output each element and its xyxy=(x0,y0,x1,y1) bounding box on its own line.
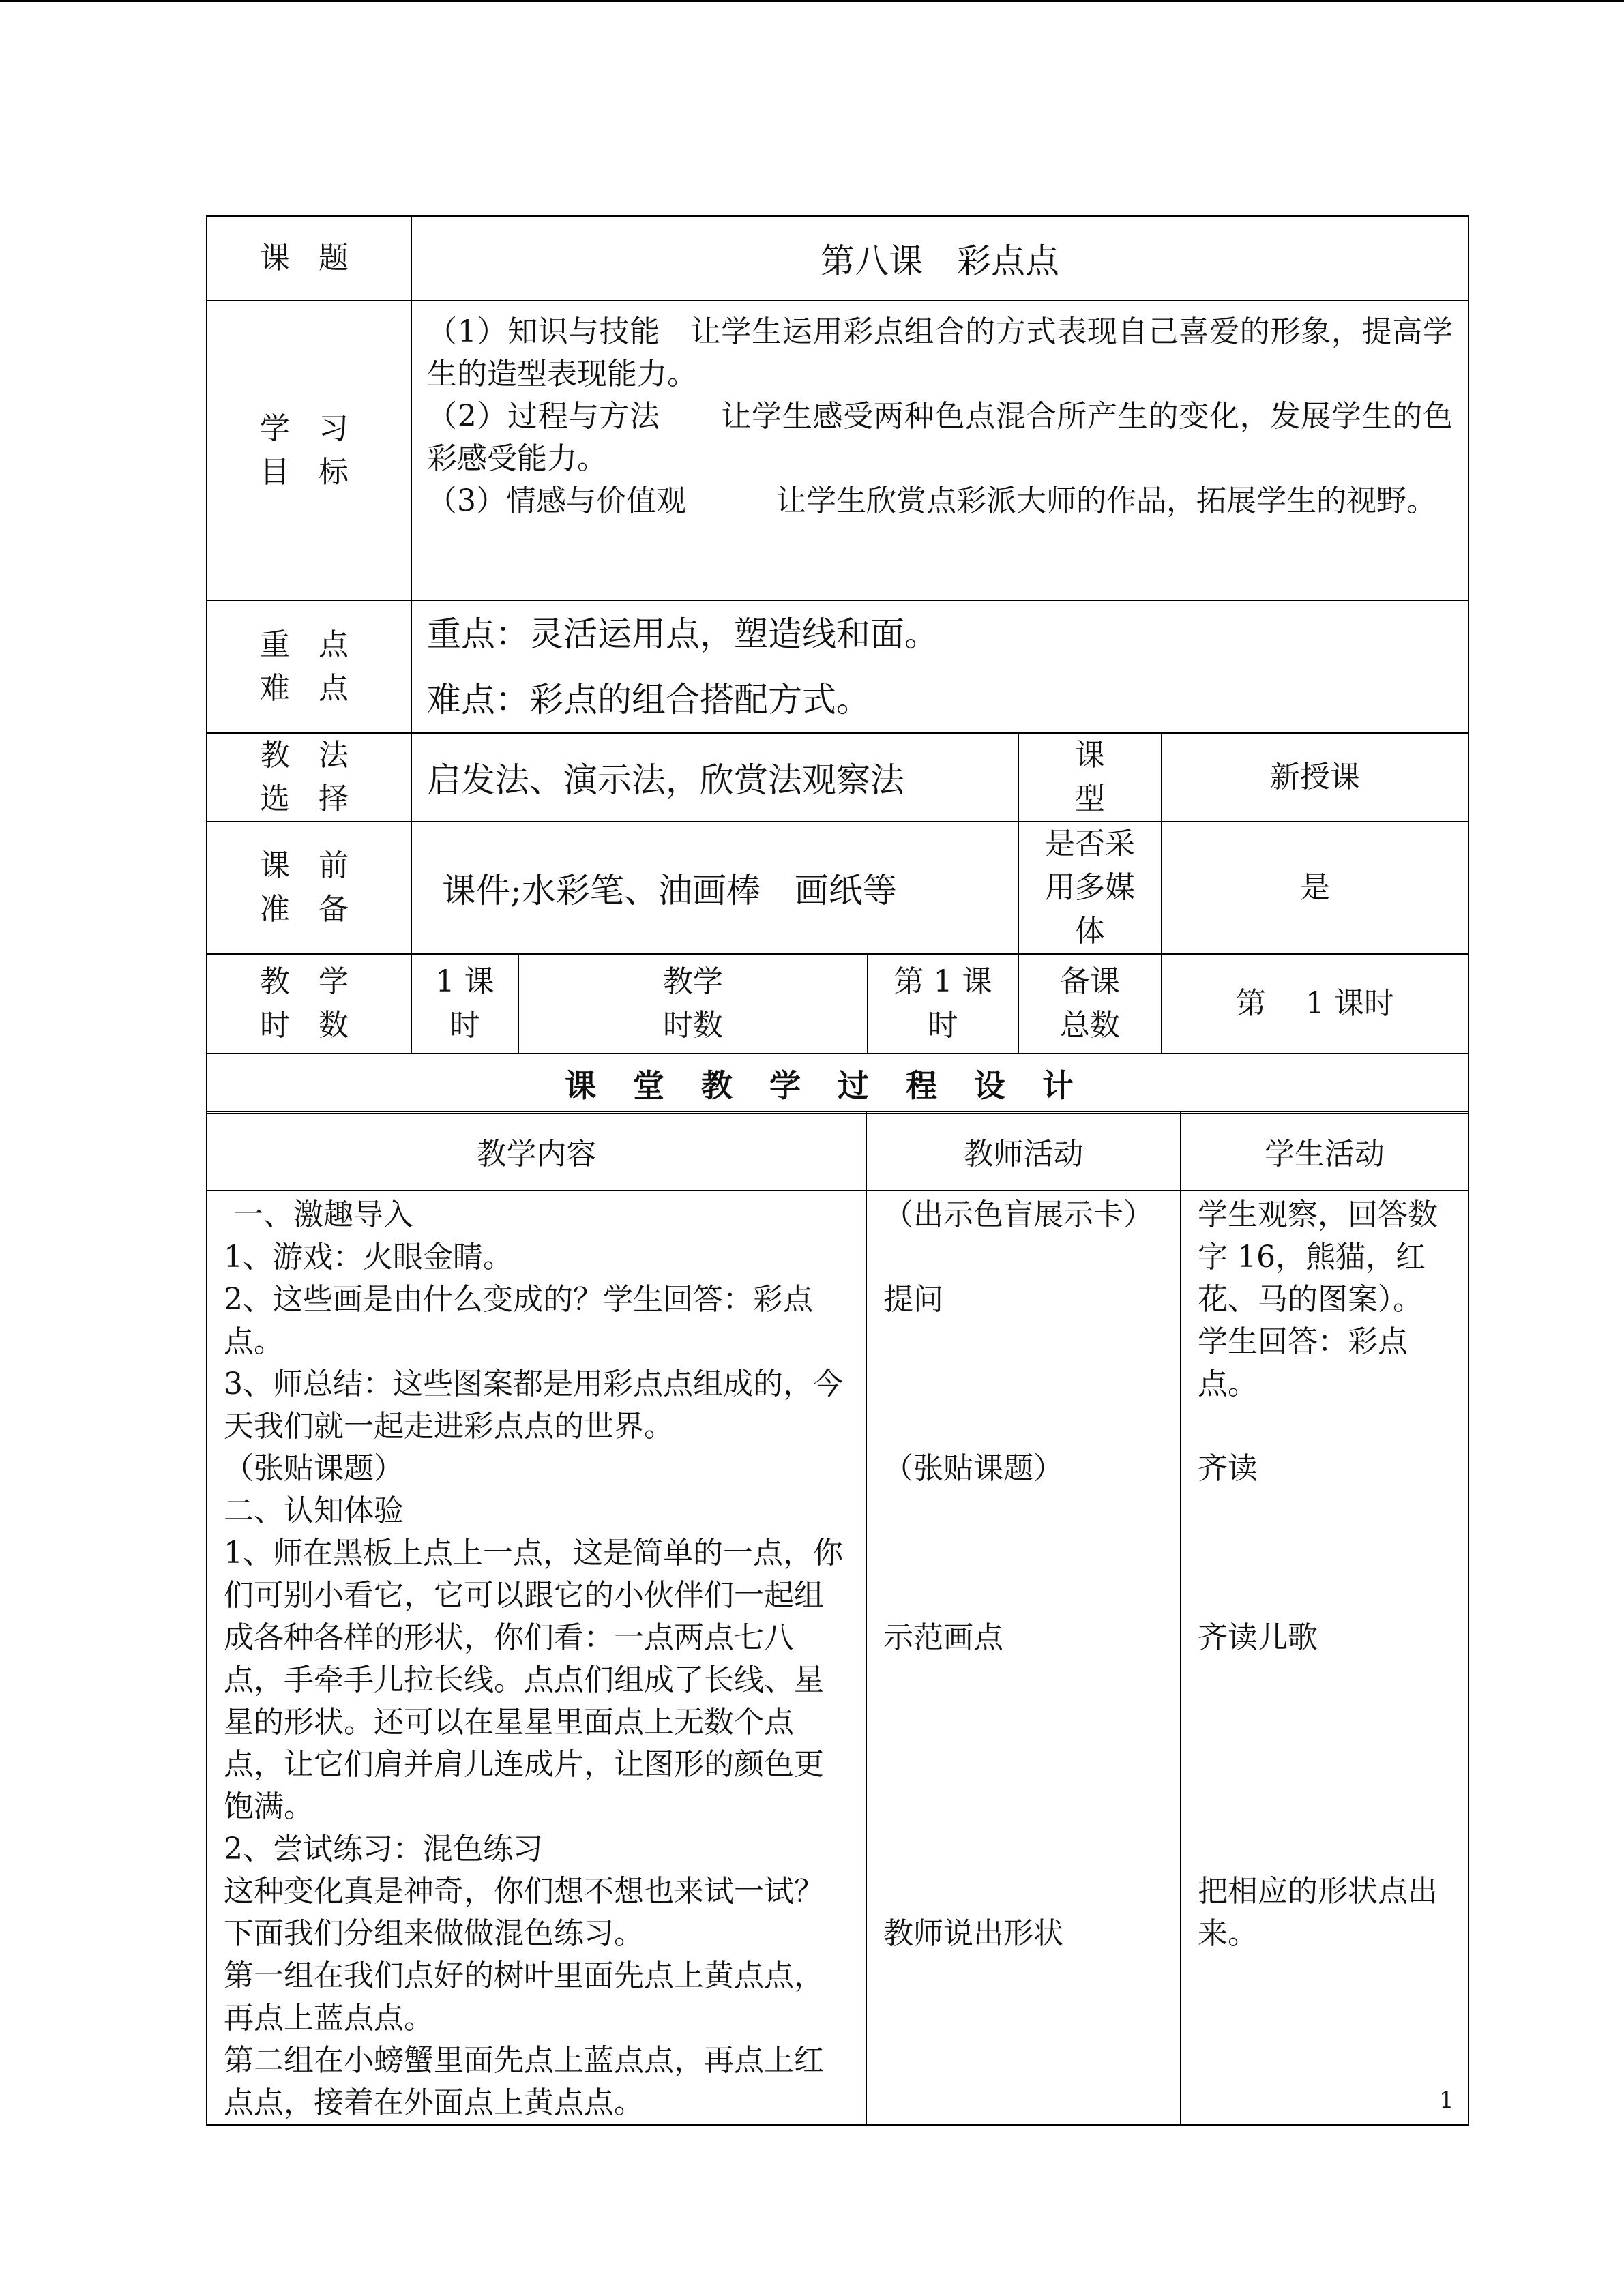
student-activity: 学生观察，回答数字 16，熊猫，红花、马的图案）。 xyxy=(1198,1197,1438,1317)
goal-item: （3）情感与价值观 让学生欣赏点彩派大师的作品，拓展学生的视野。 xyxy=(427,483,1436,518)
process-table xyxy=(206,1111,1469,2126)
method-row xyxy=(207,733,1468,822)
method-label-line1: 教 法 xyxy=(260,738,358,773)
hours-label xyxy=(207,954,411,1054)
hours-label-line1: 教 学 xyxy=(260,964,358,999)
goals-label xyxy=(207,301,411,601)
content-line: 第一组在我们点好的树叶里面先点上黄点点，再点上蓝点点。 xyxy=(224,1958,824,2036)
hours-value-line1: 1 课 xyxy=(435,964,494,999)
content-line: 1、游戏：火眼金睛。 xyxy=(224,1240,513,1274)
key-points-label xyxy=(207,601,411,733)
teach-value-line2: 时 xyxy=(928,1008,958,1043)
key-points-content xyxy=(411,601,1468,733)
content-line: 二、认知体验 xyxy=(224,1493,404,1528)
key-label-line2: 难 点 xyxy=(260,671,358,706)
student-header: 学生活动 xyxy=(1181,1112,1468,1191)
design-title: 课堂教学过程设计 xyxy=(207,1054,1468,1114)
total-label-line1: 备课 xyxy=(1060,964,1120,999)
teacher-activity: 提问 xyxy=(883,1282,943,1317)
lesson-type-label xyxy=(1018,733,1162,822)
teacher-header: 教师活动 xyxy=(866,1112,1181,1191)
teach-value-line1: 第 1 课 xyxy=(894,964,992,999)
media-label-line2: 用多媒 xyxy=(1045,870,1135,905)
type-label-line1: 课 xyxy=(1075,738,1105,773)
media-label xyxy=(1018,822,1162,954)
teach-label-line1: 教学 xyxy=(663,964,723,999)
goal-item: （2）过程与方法 让学生感受两种色点混合所产生的变化，发展学生的色彩感受能力。 xyxy=(427,399,1453,476)
content-line: 第二组在小螃蟹里面先点上蓝点点，再点上红点点，接着在外面点上黄点点。 xyxy=(224,2043,824,2120)
teach-label-line2: 时数 xyxy=(663,1008,723,1043)
teach-hours-label xyxy=(518,954,868,1054)
hours-value-line2: 时 xyxy=(449,1008,480,1043)
goals-content xyxy=(411,301,1468,601)
student-activity: 齐读儿歌 xyxy=(1198,1620,1318,1655)
teacher-activity: （张贴课题） xyxy=(883,1451,1063,1486)
content-header: 教学内容 xyxy=(207,1112,866,1191)
method-label xyxy=(207,733,411,822)
hours-label-line2: 时 数 xyxy=(260,1008,358,1043)
media-label-line1: 是否采 xyxy=(1045,826,1135,861)
process-body-row xyxy=(207,1191,1468,2125)
total-label xyxy=(1018,954,1162,1054)
media-value: 是 xyxy=(1162,822,1468,954)
teacher-activity: 教师说出形状 xyxy=(883,1916,1063,1951)
teacher-cell xyxy=(866,1191,1181,2125)
teacher-activity: （出示色盲展示卡） xyxy=(883,1197,1153,1232)
key-points-row xyxy=(207,601,1468,733)
content-line: 3、师总结：这些图案都是用彩点点组成的，今天我们就一起走进彩点点的世界。 xyxy=(224,1367,843,1444)
lesson-title: 第八课 彩点点 xyxy=(411,216,1468,301)
total-value: 第 1 课时 xyxy=(1162,954,1468,1054)
hours-row xyxy=(207,954,1468,1054)
content-line: 这种变化真是神奇，你们想不想也来试一试？下面我们分组来做做混色练习。 xyxy=(224,1874,824,1951)
prep-label-line1: 课 前 xyxy=(260,848,358,883)
page-number: 1 xyxy=(1439,2087,1454,2114)
topic-row xyxy=(207,216,1468,301)
method-label-line2: 选 择 xyxy=(260,781,358,816)
prep-label xyxy=(207,822,411,954)
page-top-border xyxy=(0,0,1624,2)
content-line: 2、尝试练习：混色练习 xyxy=(224,1832,543,1866)
goal-item: （1）知识与技能 让学生运用彩点组合的方式表现自己喜爱的形象，提高学生的造型表现能力。 xyxy=(427,314,1453,391)
method-value: 启发法、演示法，欣赏法观察法 xyxy=(411,733,1018,822)
goals-row xyxy=(207,301,1468,601)
student-activity: 齐读 xyxy=(1198,1451,1258,1486)
goals-label-line2: 目 标 xyxy=(260,455,358,490)
content-cell xyxy=(207,1191,866,2125)
prep-label-line2: 准 备 xyxy=(260,892,358,927)
media-label-line3: 体 xyxy=(1075,914,1105,949)
topic-label: 课 题 xyxy=(207,216,411,301)
student-activity: 把相应的形状点出来。 xyxy=(1198,1874,1438,1951)
lesson-type-value: 新授课 xyxy=(1162,733,1468,822)
total-label-line2: 总数 xyxy=(1060,1008,1120,1043)
key-point-text: 重点：灵活运用点，塑造线和面。 xyxy=(427,614,939,654)
content-line: 1、师在黑板上点上一点，这是简单的一点，你们可别小看它，它可以跟它的小伙伴们一起组成各种各样的形状，你们看：一点两点七八点，手牵手儿拉长线。点点们组成了长线、星星的形状。还可以在星星里面点上无数个点点，让它们肩并肩儿连成片，让图形的颜色更饱满。 xyxy=(224,1536,843,1824)
teach-hours-value xyxy=(868,954,1018,1054)
content-line: 一、激趣导入 xyxy=(224,1197,413,1232)
prep-value: 课件;水彩笔、油画棒 画纸等 xyxy=(411,822,1018,954)
goals-label-line1: 学 习 xyxy=(260,411,358,446)
content-line: 2、这些画是由什么变成的？学生回答：彩点点。 xyxy=(224,1282,813,1359)
content-line: （张贴课题） xyxy=(224,1451,404,1486)
design-title-row xyxy=(207,1054,1468,1114)
process-header-row xyxy=(207,1112,1468,1191)
key-label-line1: 重 点 xyxy=(260,627,358,662)
student-activity: 学生回答：彩点点。 xyxy=(1198,1324,1408,1401)
hours-value xyxy=(411,954,518,1054)
teacher-activity: 示范画点 xyxy=(883,1620,1003,1655)
lesson-plan-table xyxy=(206,215,1469,1114)
prep-row xyxy=(207,822,1468,954)
difficulty-text: 难点：彩点的组合搭配方式。 xyxy=(427,680,870,719)
type-label-line2: 型 xyxy=(1075,781,1105,816)
student-cell xyxy=(1181,1191,1468,2125)
